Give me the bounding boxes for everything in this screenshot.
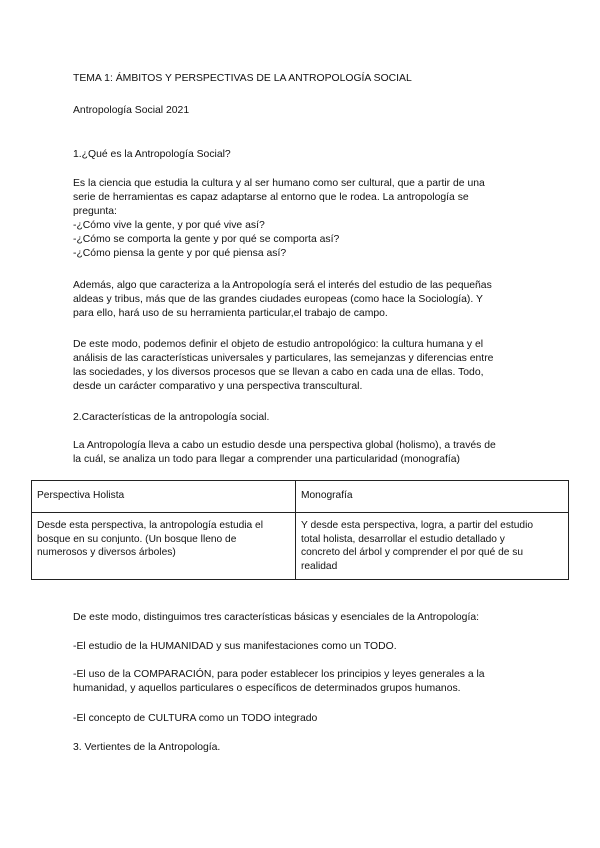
paragraph-line: pregunta: bbox=[73, 206, 117, 217]
item-comparacion bbox=[73, 668, 533, 696]
tres-intro: De este modo, distinguimos tres características básicas y esenciales de la Antropología: bbox=[73, 612, 480, 623]
paragraph-line: -El uso de la COMPARACIÓN, para poder establecer los principios y leyes generales a la bbox=[73, 669, 485, 680]
ademas-paragraph bbox=[73, 279, 533, 321]
document-title: TEMA 1: ÁMBITOS Y PERSPECTIVAS DE LA ANTROPOLOGÍA SOCIAL bbox=[73, 73, 412, 84]
cell-line: bosque en su conjunto. (Un bosque lleno de bbox=[37, 533, 237, 545]
question-line: -¿Cómo se comporta la gente y por qué se comporta así? bbox=[73, 234, 340, 245]
question-line: -¿Cómo piensa la gente y por qué piensa así? bbox=[73, 248, 287, 259]
paragraph-line: la cuál, se analiza un todo para llegar a comprender una particularidad (monografía) bbox=[73, 454, 460, 465]
table-header-row bbox=[32, 481, 569, 513]
table-header-holista: Perspectiva Holista bbox=[32, 481, 296, 513]
paragraph-line: serie de herramientas es capaz adaptarse al entorno que le rodea. La antropología se bbox=[73, 192, 469, 203]
section-2-heading: 2.Características de la antropología social. bbox=[73, 412, 270, 423]
paragraph-line: desde un carácter comparativo y una perspectiva transcultural. bbox=[73, 381, 363, 392]
paragraph-line: aldeas y tribus, más que de las grandes ciudades europeas (como hace la Sociología). Y bbox=[73, 294, 483, 305]
table-cell-holista bbox=[32, 513, 296, 580]
cell-line: concreto del árbol y comprender el por qué de su bbox=[301, 547, 523, 558]
question-line: -¿Cómo vive la gente, y por qué vive así? bbox=[73, 220, 265, 231]
paragraph-line: De este modo, podemos definir el objeto de estudio antropológico: la cultura humana y el bbox=[73, 339, 484, 350]
paragraph-line: Es la ciencia que estudia la cultura y al ser humano como ser cultural, que a partir de una bbox=[73, 178, 485, 189]
paragraph-line: La Antropología lleva a cabo un estudio desde una perspectiva global (holismo), a través de bbox=[73, 440, 496, 451]
section-3-heading: 3. Vertientes de la Antropología. bbox=[73, 742, 221, 753]
objeto-paragraph bbox=[73, 338, 533, 394]
paragraph-line: para ello, hará uso de su herramienta particular,el trabajo de campo. bbox=[73, 308, 388, 319]
table-cell-monografia bbox=[296, 513, 569, 580]
cell-line: Y desde esta perspectiva, logra, a partir del estudio bbox=[301, 520, 533, 531]
cell-line: total holista, desarrollar el estudio detallado y bbox=[301, 533, 505, 545]
item-humanidad: -El estudio de la HUMANIDAD y sus manifestaciones como un TODO. bbox=[73, 641, 397, 652]
paragraph-line: las sociedades, y los diversos procesos que se llevan a cabo en cada una de ellas. Todo, bbox=[73, 367, 484, 378]
section-1-heading: 1.¿Qué es la Antropología Social? bbox=[73, 149, 231, 160]
table-row bbox=[32, 513, 569, 580]
cell-line: Desde esta perspectiva, la antropología estudia el bbox=[37, 520, 263, 531]
document-subtitle: Antropología Social 2021 bbox=[73, 105, 190, 116]
table-header-monografia: Monografía bbox=[296, 481, 569, 513]
global-paragraph bbox=[73, 439, 533, 467]
cell-line: realidad bbox=[301, 560, 338, 572]
item-cultura: -El concepto de CULTURA como un TODO integrado bbox=[73, 713, 318, 724]
paragraph-line: Además, algo que caracteriza a la Antropología será el interés del estudio de las pequeñas bbox=[73, 280, 492, 291]
cell-line: numerosos y diversos árboles) bbox=[37, 547, 176, 558]
comparison-table bbox=[31, 480, 569, 580]
paragraph-line: humanidad, y aquellos particulares o específicos de determinados grupos humanos. bbox=[73, 683, 461, 694]
definition-paragraph bbox=[73, 177, 533, 261]
paragraph-line: análisis de las características universales y particulares, las semejanzas y diferencias entre bbox=[73, 353, 494, 364]
